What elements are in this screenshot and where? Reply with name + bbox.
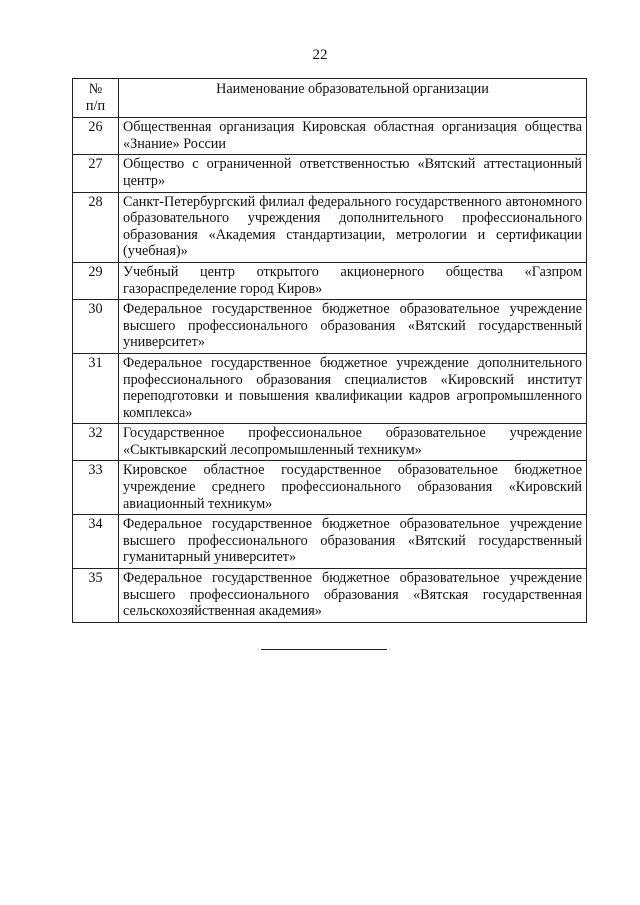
organization-name: Санкт-Петербургский филиал федерального государственного автономного образовательного учреждения дополнительного профессионального образования «Академия стандартизации, метрологии и сертификации (учебная)» — [119, 192, 587, 262]
table-row — [73, 118, 587, 155]
row-number: 30 — [73, 300, 119, 354]
organization-name: Федеральное государственное бюджетное образовательное учреждение высшего профессионального образования «Вятский государственный университет» — [119, 300, 587, 354]
organization-name: Учебный центр открытого акционерного общества «Газпром газораспределение город Киров» — [119, 262, 587, 299]
table-row — [73, 353, 587, 423]
page-number: 22 — [312, 47, 328, 63]
organization-name: Государственное профессиональное образовательное учреждение «Сыктывкарский лесопромышленный техникум» — [119, 424, 587, 461]
organization-name: Федеральное государственное бюджетное образовательное учреждение высшего профессионального образования «Вятская государственная сельскохозяйственная академия» — [119, 569, 587, 623]
row-number: 33 — [73, 461, 119, 515]
row-number: 34 — [73, 515, 119, 569]
column-header-number-symbol: № — [88, 81, 103, 97]
column-header-name: Наименование образовательной организации — [119, 79, 587, 118]
row-number: 32 — [73, 424, 119, 461]
organization-name: Кировское областное государственное образовательное бюджетное учреждение среднего профессионального образования «Кировский авиационный техникум» — [119, 461, 587, 515]
table-row — [73, 155, 587, 192]
row-number: 35 — [73, 569, 119, 623]
organization-name: Федеральное государственное бюджетное учреждение дополнительного профессионального образования специалистов «Кировский институт переподготовки и повышения квалификации кадров агропромышленного комплекса» — [119, 353, 587, 423]
table-row — [73, 515, 587, 569]
table-header-row — [73, 79, 587, 118]
organization-name: Общественная организация Кировская областная организация общества «Знание» России — [119, 118, 587, 155]
organizations-table — [72, 78, 587, 623]
table-row — [73, 569, 587, 623]
row-number: 31 — [73, 353, 119, 423]
closing-divider — [261, 649, 387, 650]
table-row — [73, 300, 587, 354]
row-number: 28 — [73, 192, 119, 262]
row-number: 29 — [73, 262, 119, 299]
table-row — [73, 262, 587, 299]
organization-name: Общество с ограниченной ответственностью «Вятский аттестационный центр» — [119, 155, 587, 192]
table-row — [73, 424, 587, 461]
organization-name: Федеральное государственное бюджетное образовательное учреждение высшего профессионального образования «Вятский государственный гуманитарный университет» — [119, 515, 587, 569]
row-number: 26 — [73, 118, 119, 155]
table-row — [73, 461, 587, 515]
table-row — [73, 192, 587, 262]
column-header-number — [73, 79, 119, 118]
row-number: 27 — [73, 155, 119, 192]
column-header-number-abbrev: п/п — [85, 97, 106, 114]
